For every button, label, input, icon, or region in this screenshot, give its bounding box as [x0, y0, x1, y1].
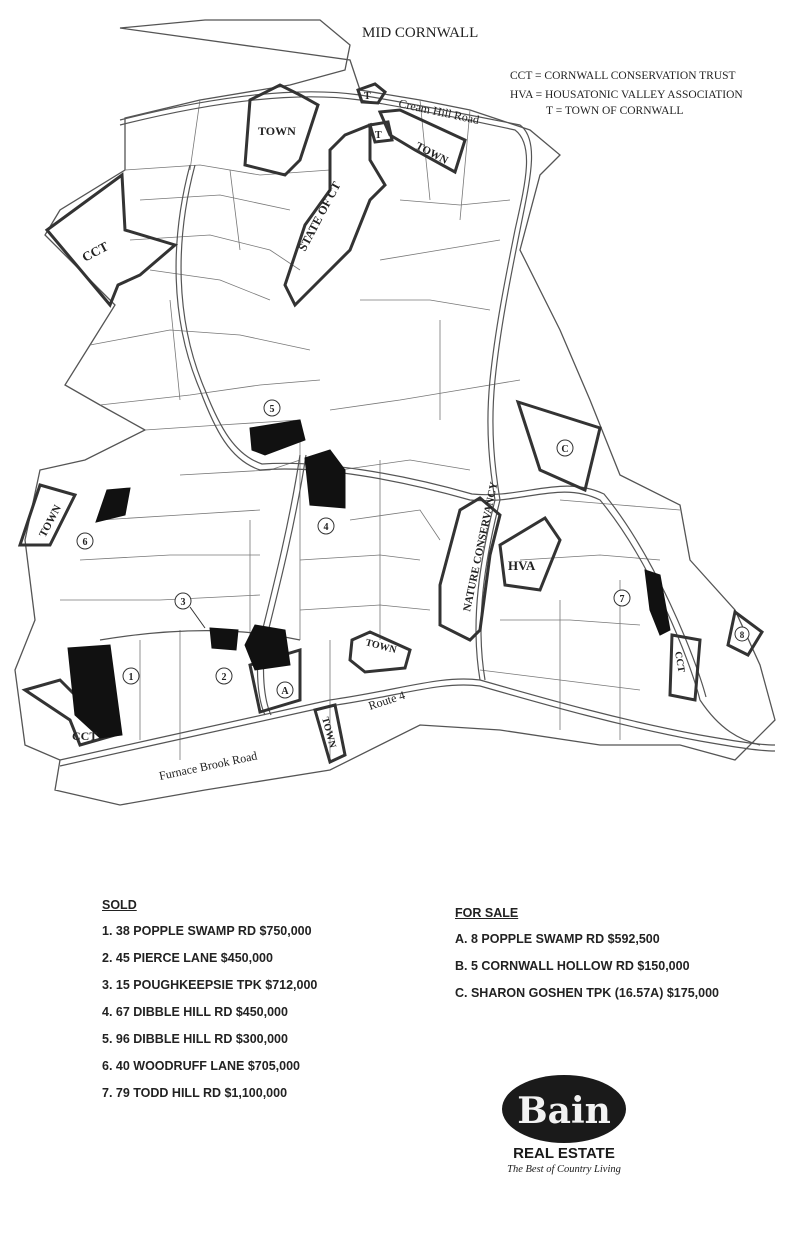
- for-sale-heading: FOR SALE: [455, 906, 519, 920]
- sold-item: 5. 96 DIBBLE HILL RD $300,000: [102, 1032, 288, 1046]
- label-town-left: TOWN: [37, 503, 64, 540]
- road-label-route4: Route 4: [366, 687, 407, 713]
- legend-town: T = TOWN OF CORNWALL: [546, 105, 684, 117]
- legend-cct: CCT = CORNWALL CONSERVATION TRUST: [510, 70, 736, 82]
- label-cct-top: CCT: [79, 238, 111, 265]
- parcel-markers: [77, 400, 749, 698]
- svg-text:6: 6: [82, 537, 88, 548]
- marker-6: [77, 533, 93, 549]
- for-sale-item: B. 5 CORNWALL HOLLOW RD $150,000: [455, 959, 690, 973]
- sold-item: 6. 40 WOODRUFF LANE $705,000: [102, 1059, 300, 1073]
- svg-text:5: 5: [269, 404, 275, 415]
- parcel-cct-top: [47, 175, 175, 305]
- svg-text:7: 7: [619, 594, 625, 605]
- sold-parcel-5: [250, 420, 305, 455]
- label-hva: HVA: [508, 558, 536, 573]
- marker-8: [735, 627, 749, 641]
- sold-item: 3. 15 POUGHKEEPSIE TPK $712,000: [102, 978, 318, 992]
- marker-5: [264, 400, 280, 416]
- marker-a: [277, 682, 293, 698]
- svg-text:C: C: [561, 444, 569, 455]
- sold-item: 1. 38 POPPLE SWAMP RD $750,000: [102, 924, 312, 938]
- sold-parcel-1: [68, 645, 122, 738]
- sold-heading: SOLD: [102, 898, 137, 912]
- logo-name: Bain: [517, 1090, 611, 1132]
- svg-text:A: A: [281, 686, 289, 697]
- sold-list: [102, 898, 317, 1113]
- svg-text:3: 3: [180, 597, 186, 608]
- sold-parcels: [68, 420, 670, 738]
- label-town-bottom: TOWN: [319, 715, 338, 750]
- marker-2: [216, 668, 232, 684]
- svg-text:8: 8: [739, 630, 745, 640]
- logo-tagline: The Best of Country Living: [507, 1164, 621, 1175]
- label-t-mid: T: [375, 130, 382, 141]
- svg-text:1: 1: [128, 672, 134, 683]
- map-title: MID CORNWALL: [362, 25, 479, 41]
- label-nature: NATURE CONSERVANCY: [461, 480, 501, 613]
- marker-1: [123, 668, 139, 684]
- road-label-cream-hill: Cream Hill Road: [397, 96, 481, 127]
- legend-hva: HVA = HOUSATONIC VALLEY ASSOCIATION: [510, 89, 743, 101]
- svg-text:2: 2: [221, 672, 227, 683]
- for-sale-list: [455, 906, 719, 1013]
- label-state: STATE OF CT: [295, 179, 344, 254]
- sold-item: 2. 45 PIERCE LANE $450,000: [102, 951, 273, 965]
- for-sale-item: A. 8 POPPLE SWAMP RD $592,500: [455, 932, 660, 946]
- svg-text:4: 4: [323, 522, 329, 533]
- marker-3: [175, 593, 191, 609]
- sold-parcel-6: [96, 488, 130, 522]
- sold-item: 4. 67 DIBBLE HILL RD $450,000: [102, 1005, 288, 1019]
- marker-c: [557, 440, 573, 456]
- logo-line1: REAL ESTATE: [513, 1145, 615, 1162]
- bain-logo: [498, 1072, 638, 1182]
- label-town-right: TOWN: [413, 140, 450, 167]
- label-town-top: TOWN: [258, 124, 296, 138]
- for-sale-item: C. SHARON GOSHEN TPK (16.57A) $175,000: [455, 986, 719, 1000]
- parcel-hva: [500, 518, 560, 590]
- sold-parcel-3: [210, 628, 238, 650]
- road-label-furnace-brook: Furnace Brook Road: [157, 748, 259, 783]
- label-t-top: T: [364, 91, 371, 102]
- marker-7: [614, 590, 630, 606]
- label-town-route4: TOWN: [364, 637, 398, 657]
- sold-item: 7. 79 TODD HILL RD $1,100,000: [102, 1086, 288, 1100]
- map-legend: [510, 70, 743, 117]
- sold-parcel-4: [305, 450, 345, 508]
- label-cct-right: CCT: [672, 650, 687, 674]
- sold-parcel-7: [645, 570, 670, 635]
- parcel-state: [285, 125, 385, 305]
- marker-4: [318, 518, 334, 534]
- label-cct-bottom: CCT: [72, 729, 98, 743]
